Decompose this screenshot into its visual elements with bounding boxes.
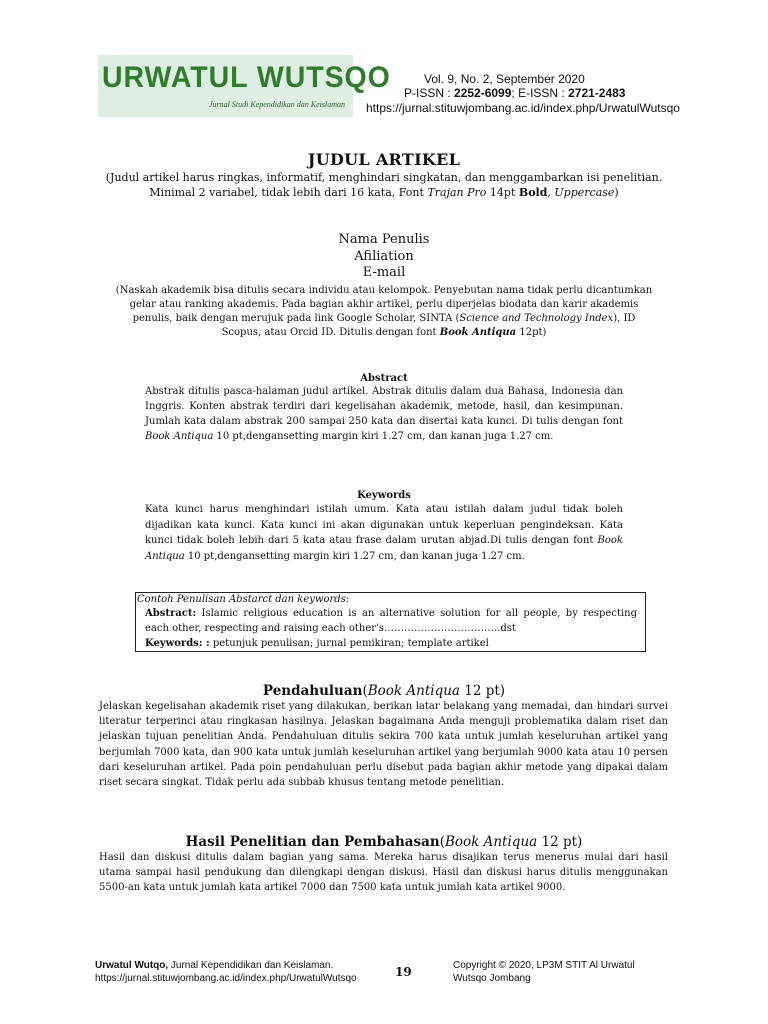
example-box xyxy=(135,592,646,652)
section-body-hasil: Hasil dan diskusi ditulis dalam bagian yang sama. Mereka harus disajikan terus menerus mulai dari hasil utama sampai hasil pendukung dan dilengkapi dengan diskusi. Hasil dan diskusi harus ditulis menggunakan 5500-an kata untuk jumlah kata artikel 7000 dan 7500 kata untuk jumlah kata artikel 9000. xyxy=(99,852,668,893)
volume-info: Vol. 9, No. 2, September 2020 xyxy=(424,72,585,86)
issn-info xyxy=(404,86,625,100)
section-heading-pendahuluan: Pendahuluan(Book Antiqua 12 pt) xyxy=(262,683,506,699)
author-affiliation: Afiliation xyxy=(354,249,414,264)
abstract-body: Abstrak ditulis pasca-halaman judul artikel. Abstrak ditulis dalam dua Bahasa, Indonesia dan Inggris. Konten abstrak terdiri dari kegelisahan akademik, metode, hasil, dan kesimpunan. Jumlah kata dalam abstrak 200 sampai 250 kata dan disertai kata kunci. Di tulis dengan font Book Antiqua 10 pt,dengansetting margin kiri 1.27 cm, dan kanan juga 1.27 cm. xyxy=(145,386,623,442)
section-body-pendahuluan: Jelaskan kegelisahan akademik riset yang dilakukan, berikan latar belakang yang memadai, dan hindari survei literatur terperinci atau ringkasan hasilnya. Jelaskan bagaimana Anda menguji problematika dalam riset dan jelaskan tujuan penelitian Anda. Pendahuluan ditulis sekira 700 kata untuk jumlah keseluruhan artikel yang berjumlah 7000 kata, dan 900 kata untuk jumlah keseluruhan artikel yang berjumlah 9000 kata atau 10 persen dari keseluruhan artikel. Pada poin pendahuluan perlu disebut pada bagian akhir metode yang dipakai dalam riset secara singkat. Tidak perlu ada subbab khusus tentang metode penelitian. xyxy=(99,701,668,789)
journal-url[interactable]: https://jurnal.stituwjombang.ac.id/index.php/UrwatulWutsqo xyxy=(366,101,680,115)
logo-subtitle: Jurnal Studi Kependidikan dan Keislaman xyxy=(209,100,345,109)
footer-url[interactable]: https://jurnal.stituwjombang.ac.id/index.php/UrwatulWutsqo xyxy=(95,973,357,984)
section-heading-hasil: Hasil Penelitian dan Pembahasan(Book Antiqua 12 pt) xyxy=(185,834,583,850)
logo-title: URWATUL WUTSQO xyxy=(102,61,391,94)
page-number: 19 xyxy=(395,965,412,979)
eissn-value: 2721-2483 xyxy=(568,86,626,100)
example-caption: Contoh Penulisan Abstarct dan keywords: xyxy=(137,594,350,605)
title-note xyxy=(60,170,708,200)
pissn-label: P-ISSN : xyxy=(404,86,455,100)
article-title: JUDUL ARTIKEL xyxy=(307,150,461,169)
keywords-body: Kata kunci harus menghindari istilah umum. Kata atau istilah dalam judul tidak boleh dijadikan kata kunci. Kata kunci ini akan digunakan untuk keperluan pengindeksan. Kata kunci tidak boleh lebih dari 5 kata atau frase dalam urutan abjad.Di tulis dengan font Book Antiqua 10 pt,dengansetting margin kiri 1.27 cm, dan kanan juga 1.27 cm. xyxy=(145,504,623,562)
title-note-line2: Minimal 2 variabel, tidak lebih dari 16 kata, Font Trajan Pro 14pt Bold, Uppercase) xyxy=(149,186,619,199)
abstract-heading: Abstract xyxy=(360,373,408,384)
keywords-heading: Keywords xyxy=(357,490,411,501)
eissn-label: ; E-ISSN : xyxy=(511,86,569,100)
title-note-line1: (Judul artikel harus ringkas, informatif, menghindari singkatan, dan menggambarkan isi penelitian. xyxy=(105,171,663,184)
pissn-value: 2252-6099 xyxy=(454,86,512,100)
footer-journal: Urwatul Wutqo, Jurnal Kependidikan dan Keislaman. https://jurnal.stituwjombang.ac.id/index.php/UrwatulWutsqo xyxy=(95,959,395,985)
author-note: (Naskah akademik bisa ditulis secara individu atau kelompok. Penyebutan nama tidak perlu dicantumkan gelar atau ranking akademis. Pada bagian akhir artikel, perlu diperjelas biodata dan karir akademis penulis, baik dengan merujuk pada link Google Scholar, SINTA (Science and Technology Index), ID Scopus, atau Orcid ID. Ditulis dengan font Book Antiqua 12pt) xyxy=(115,285,653,338)
footer-copyright: Copyright © 2020, LP3M STIT Al Urwatul Wutsqo Jombang xyxy=(453,960,635,984)
example-abstract: Abstract: Islamic religious education is an alternative solution for all people, by respecting each other, respecting and raising each other's……………………………..dst xyxy=(145,608,637,634)
author-name: Nama Penulis xyxy=(338,232,430,247)
example-keywords: Keywords: : petunjuk penulisan; jurnal pemikiran; template artikel xyxy=(145,638,489,649)
journal-logo xyxy=(98,55,391,117)
author-email: E-mail xyxy=(362,265,406,280)
